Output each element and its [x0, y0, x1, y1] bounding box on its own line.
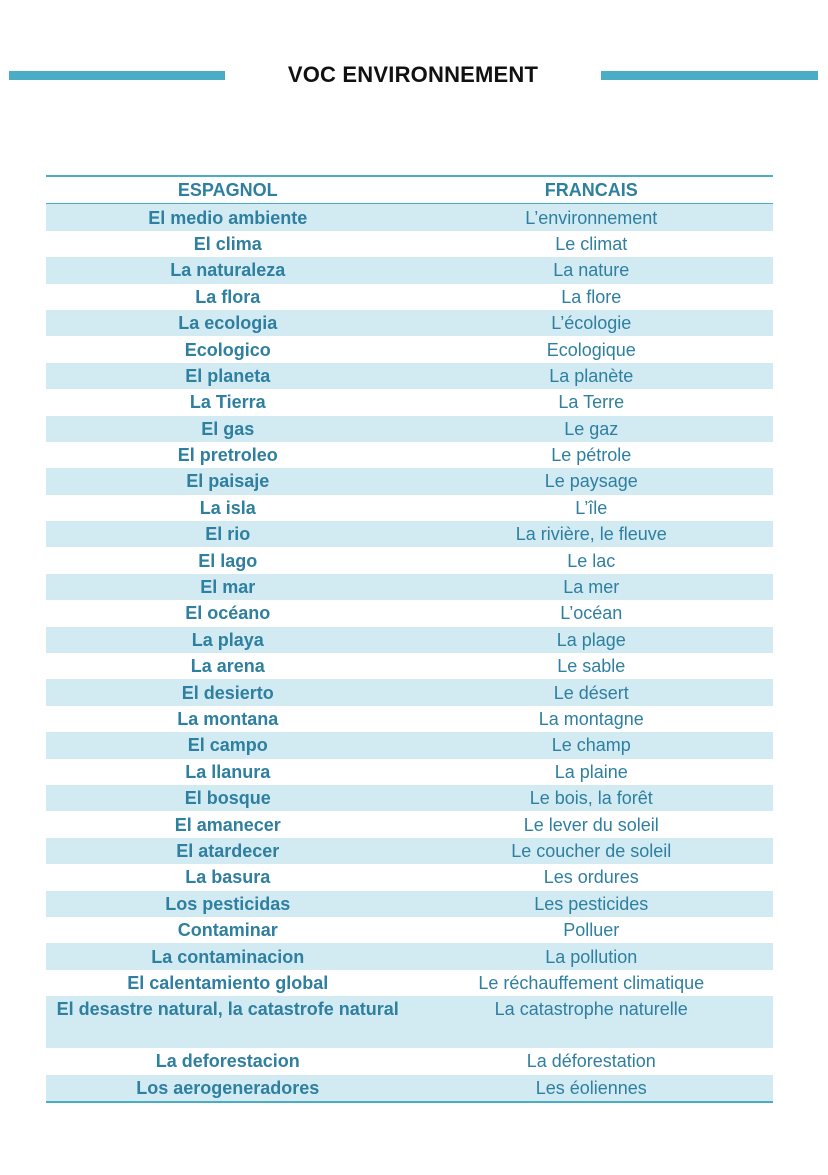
french-term: La plage — [410, 627, 774, 653]
spanish-term: La arena — [46, 653, 410, 679]
french-term: L’île — [410, 495, 774, 521]
spanish-term: La flora — [46, 284, 410, 310]
table-row — [46, 574, 773, 600]
french-term: Le pétrole — [410, 442, 774, 468]
french-term: Les ordures — [410, 864, 774, 890]
table-row — [46, 653, 773, 679]
french-term: Le gaz — [410, 416, 774, 442]
french-term: Le paysage — [410, 468, 774, 494]
table-row — [46, 970, 773, 996]
french-term: Le climat — [410, 231, 774, 257]
french-term: La déforestation — [410, 1048, 774, 1074]
column-header-francais: FRANCAIS — [410, 176, 774, 204]
table-row — [46, 679, 773, 705]
spanish-term: La montana — [46, 706, 410, 732]
table-row — [46, 917, 773, 943]
french-term: La montagne — [410, 706, 774, 732]
table-row — [46, 785, 773, 811]
french-term: La catastrophe naturelle — [410, 996, 774, 1048]
spanish-term: El amanecer — [46, 811, 410, 837]
vocabulary-table — [46, 175, 773, 1103]
spanish-term: La playa — [46, 627, 410, 653]
table-row — [46, 442, 773, 468]
spanish-term: La isla — [46, 495, 410, 521]
table-row — [46, 495, 773, 521]
table-row — [46, 468, 773, 494]
header-bar-right — [601, 71, 818, 80]
spanish-term: El calentamiento global — [46, 970, 410, 996]
table-row — [46, 389, 773, 415]
table-row — [46, 811, 773, 837]
spanish-term: El medio ambiente — [46, 204, 410, 231]
french-term: La flore — [410, 284, 774, 310]
french-term: La Terre — [410, 389, 774, 415]
column-header-espagnol: ESPAGNOL — [46, 176, 410, 204]
french-term: Les pesticides — [410, 891, 774, 917]
spanish-term: Contaminar — [46, 917, 410, 943]
table-row — [46, 204, 773, 231]
spanish-term: Los aerogeneradores — [46, 1075, 410, 1102]
french-term: La planète — [410, 363, 774, 389]
table-row — [46, 732, 773, 758]
spanish-term: El lago — [46, 547, 410, 573]
spanish-term: El planeta — [46, 363, 410, 389]
spanish-term: El clima — [46, 231, 410, 257]
spanish-term: El gas — [46, 416, 410, 442]
table-row — [46, 310, 773, 336]
french-term: La plaine — [410, 759, 774, 785]
spanish-term: La Tierra — [46, 389, 410, 415]
french-term: Le champ — [410, 732, 774, 758]
table-row — [46, 231, 773, 257]
table-row — [46, 336, 773, 362]
table-row — [46, 1048, 773, 1074]
table-row — [46, 996, 773, 1048]
spanish-term: El atardecer — [46, 838, 410, 864]
table-row — [46, 547, 773, 573]
table-row — [46, 1075, 773, 1102]
table-row — [46, 257, 773, 283]
table-body — [46, 204, 773, 1102]
table-row — [46, 363, 773, 389]
french-term: La mer — [410, 574, 774, 600]
spanish-term: El desierto — [46, 679, 410, 705]
spanish-term: El mar — [46, 574, 410, 600]
spanish-term: El pretroleo — [46, 442, 410, 468]
french-term: Ecologique — [410, 336, 774, 362]
spanish-term: El desastre natural, la catastrofe natural — [46, 996, 410, 1048]
french-term: Le réchauffement climatique — [410, 970, 774, 996]
french-term: Les éoliennes — [410, 1075, 774, 1102]
table-row — [46, 759, 773, 785]
table-row — [46, 627, 773, 653]
spanish-term: El océano — [46, 600, 410, 626]
spanish-term: El rio — [46, 521, 410, 547]
french-term: Le coucher de soleil — [410, 838, 774, 864]
french-term: Polluer — [410, 917, 774, 943]
french-term: Le sable — [410, 653, 774, 679]
table-row — [46, 891, 773, 917]
spanish-term: La llanura — [46, 759, 410, 785]
french-term: La pollution — [410, 943, 774, 969]
table-row — [46, 416, 773, 442]
page-title: VOC ENVIRONNEMENT — [287, 62, 539, 87]
table-header-row — [46, 176, 773, 204]
french-term: L’environnement — [410, 204, 774, 231]
spanish-term: El bosque — [46, 785, 410, 811]
spanish-term: La basura — [46, 864, 410, 890]
table-row — [46, 600, 773, 626]
spanish-term: Ecologico — [46, 336, 410, 362]
spanish-term: La ecologia — [46, 310, 410, 336]
table-row — [46, 838, 773, 864]
french-term: La nature — [410, 257, 774, 283]
spanish-term: La contaminacion — [46, 943, 410, 969]
spanish-term: El campo — [46, 732, 410, 758]
header-bar-left — [9, 71, 225, 80]
spanish-term: Los pesticidas — [46, 891, 410, 917]
french-term: L’océan — [410, 600, 774, 626]
table-row — [46, 706, 773, 732]
french-term: L’écologie — [410, 310, 774, 336]
french-term: La rivière, le fleuve — [410, 521, 774, 547]
french-term: Le désert — [410, 679, 774, 705]
spanish-term: El paisaje — [46, 468, 410, 494]
table-row — [46, 521, 773, 547]
spanish-term: La deforestacion — [46, 1048, 410, 1074]
table-row — [46, 864, 773, 890]
french-term: Le bois, la forêt — [410, 785, 774, 811]
french-term: Le lever du soleil — [410, 811, 774, 837]
spanish-term: La naturaleza — [46, 257, 410, 283]
french-term: Le lac — [410, 547, 774, 573]
table-row — [46, 943, 773, 969]
table-row — [46, 284, 773, 310]
